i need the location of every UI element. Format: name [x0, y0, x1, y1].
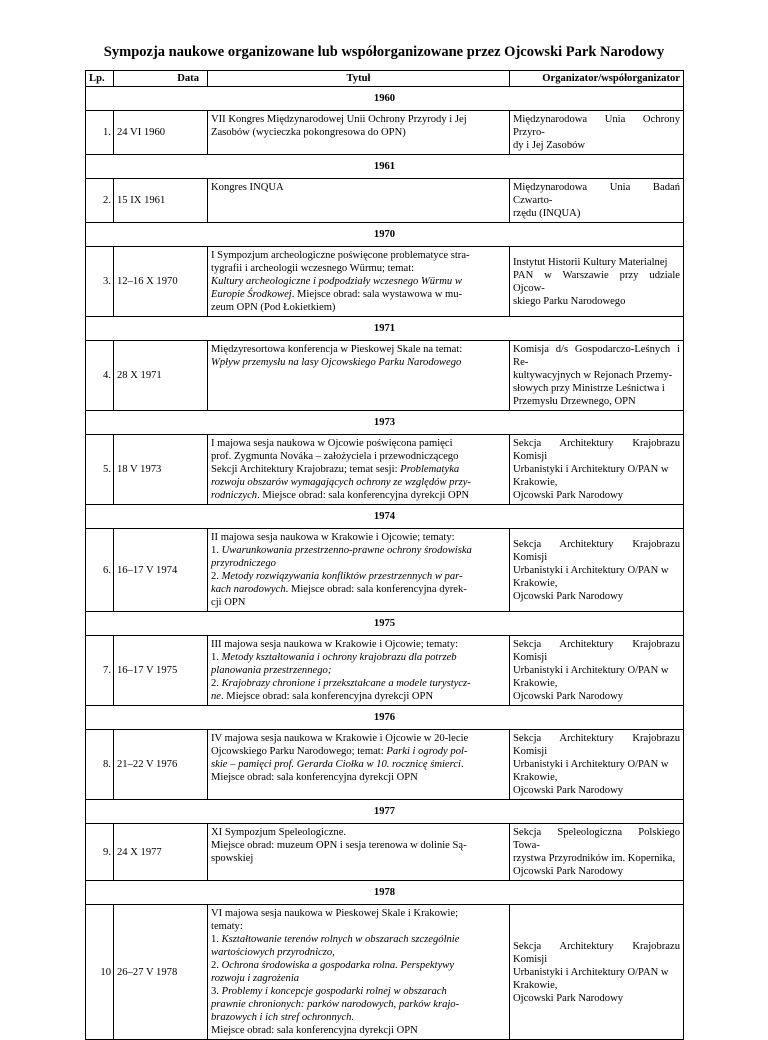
organizer-line: Krakowie, [513, 577, 558, 589]
title-line: prof. Zygmunta Nováka – założyciela i przewodniczącego [211, 451, 459, 462]
title-line: Miejsce obrad: muzeum OPN i sesja terenowa w dolinie Są- [211, 840, 467, 851]
organizer-line: Sekcja Architektury Krajobrazu Komisji [513, 639, 680, 663]
year-label: 1973 [86, 411, 684, 435]
row-title [208, 636, 510, 706]
row-number: 9. [86, 824, 114, 881]
table-row [86, 341, 684, 411]
row-date: 12–16 X 1970 [114, 247, 208, 317]
title-line-italic: prawnie chronionych: parków narodowych, parków krajo- [211, 999, 460, 1010]
title-line: tematy: [211, 921, 243, 932]
title-line: Zasobów (wycieczka pokongresowa do OPN) [211, 127, 406, 138]
title-line: cji OPN [211, 597, 246, 608]
organizer-line: Ojcowski Park Narodowy [513, 785, 624, 796]
organizer-line: PAN w Warszawie przy udziale Ojcow- [513, 269, 680, 294]
organizer-line: Krakowie, [513, 678, 558, 689]
title-line: I Sympozjum archeologiczne poświęcone problematyce stra- [211, 250, 470, 261]
title-line-italic: Wpływ przemysłu na lasy Ojcowskiego Parku Narodowego [211, 357, 462, 368]
title-line-italic: wartościowych przyrodniczo, [211, 947, 335, 958]
organizer-line: Urbanistyki i Architektury O/PAN w [513, 966, 669, 978]
title-line: Kongres INQUA [211, 182, 284, 193]
table-row [86, 730, 684, 800]
row-date: 24 VI 1960 [114, 111, 208, 155]
title-line: 2. Ochrona środowiska a gospodarka rolna. Perspektywy [211, 960, 455, 971]
header-date: Data [114, 71, 208, 87]
title-line: 2. Metody rozwiązywania konfliktów przestrzennych w par- [211, 571, 463, 582]
organizer-line: skiego Parku Narodowego [513, 295, 626, 307]
row-title [208, 179, 510, 223]
organizer-line: Urbanistyki i Architektury O/PAN w [513, 564, 669, 576]
row-title [208, 111, 510, 155]
row-number: 8. [86, 730, 114, 800]
organizer-line: Międzynarodowa Unia Badań Czwarto- [513, 182, 680, 206]
row-date: 15 IX 1961 [114, 179, 208, 223]
row-organizer [510, 824, 684, 881]
row-title [208, 341, 510, 411]
title-line [211, 998, 506, 1011]
row-organizer [510, 247, 684, 317]
title-line: Miejsce obrad: sala konferencyjna dyrekcji OPN [211, 772, 418, 783]
title-line: Europie Środkowej. Miejsce obrad: sala wystawowa w mu- [211, 289, 463, 300]
organizer-line: Sekcja Speleologiczna Polskiego Towa- [513, 827, 680, 851]
title-line [211, 1011, 506, 1024]
row-organizer [510, 435, 684, 505]
header-lp: Lp. [86, 71, 114, 87]
table-row [86, 529, 684, 612]
organizer-line: Ojcowski Park Narodowy [513, 866, 624, 877]
title-line: III majowa sesja naukowa w Krakowie i Ojcowie; tematy: [211, 639, 459, 650]
title-line [211, 275, 506, 288]
organizer-line: Sekcja Architektury Krajobrazu Komisji [513, 438, 680, 462]
symposia-table [85, 70, 684, 1040]
title-line: Sekcji Architektury Krajobrazu; temat sesji: Problematyka [211, 464, 460, 475]
row-date: 28 X 1971 [114, 341, 208, 411]
title-line: Ojcowskiego Parku Narodowego; temat: Parki i ogrody pol- [211, 746, 468, 757]
row-number: 4. [86, 341, 114, 411]
organizer-line: Ojcowski Park Narodowy [513, 992, 624, 1004]
organizer-line: Instytut Historii Kultury Materialnej [513, 256, 668, 268]
row-number: 5. [86, 435, 114, 505]
title-line [211, 356, 506, 369]
page-title: Sympozja naukowe organizowane lub współorganizowane przez Ojcowski Park Narodowy [103, 44, 665, 60]
organizer-line: kultywacyjnych w Rejonach Przemy- [513, 370, 673, 381]
table-row [86, 905, 684, 1040]
year-label: 1970 [86, 223, 684, 247]
table-row [86, 435, 684, 505]
row-title [208, 435, 510, 505]
organizer-line: Krakowie, [513, 979, 558, 991]
title-line: XI Sympozjum Speleologiczne. [211, 827, 347, 838]
year-row [86, 155, 684, 179]
organizer-line: Urbanistyki i Architektury O/PAN w [513, 665, 669, 676]
row-title [208, 824, 510, 881]
row-number: 2. [86, 179, 114, 223]
row-number: 10 [86, 905, 114, 1040]
title-line: Międzyresortowa konferencja w Pieskowej Skale na temat: [211, 344, 463, 355]
year-label: 1975 [86, 612, 684, 636]
organizer-line: Międzynarodowa Unia Ochrony Przyro- [513, 114, 680, 138]
organizer-line: Urbanistyki i Architektury O/PAN w [513, 464, 669, 475]
row-title [208, 905, 510, 1040]
year-label: 1978 [86, 881, 684, 905]
year-label: 1961 [86, 155, 684, 179]
title-line [211, 664, 506, 677]
organizer-line: rzystwa Przyrodników im. Kopernika, [513, 853, 676, 864]
organizer-line: Urbanistyki i Architektury O/PAN w [513, 759, 669, 770]
title-line: VII Kongres Międzynarodowej Unii Ochrony Przyrody i Jej [211, 114, 467, 125]
title-line [211, 557, 506, 570]
title-line [211, 476, 506, 489]
table-row [86, 824, 684, 881]
year-label: 1974 [86, 505, 684, 529]
year-label: 1976 [86, 706, 684, 730]
title-line: spowskiej [211, 853, 254, 864]
row-organizer [510, 905, 684, 1040]
title-line-italic: Kultury archeologiczne i podpodziały wczesnego Würmu w [211, 276, 462, 287]
header-title: Tytuł [208, 71, 510, 87]
row-number: 1. [86, 111, 114, 155]
title-line: ne. Miejsce obrad: sala konferencyjna dyrekcji OPN [211, 691, 434, 702]
table-row [86, 247, 684, 317]
title-line [211, 972, 506, 985]
organizer-line: Ojcowski Park Narodowy [513, 590, 624, 602]
title-line: VI majowa sesja naukowa w Pieskowej Skale i Krakowie; [211, 908, 459, 919]
year-label: 1977 [86, 800, 684, 824]
title-line: I majowa sesja naukowa w Ojcowie poświęcona pamięci [211, 438, 453, 449]
title-line [211, 946, 506, 959]
year-row [86, 612, 684, 636]
organizer-line: Ojcowski Park Narodowy [513, 490, 624, 501]
title-line: 1. Metody kształtowania i ochrony krajobrazu dla potrzeb [211, 652, 457, 663]
year-row [86, 800, 684, 824]
organizer-line: Krakowie, [513, 477, 558, 488]
organizer-line: Sekcja Architektury Krajobrazu Komisji [513, 538, 680, 563]
title-line: Miejsce obrad: sala konferencyjna dyrekcji OPN [211, 1025, 418, 1036]
row-date: 16–17 V 1974 [114, 529, 208, 612]
year-label: 1971 [86, 317, 684, 341]
row-date: 18 V 1973 [114, 435, 208, 505]
title-line: 2. Krajobrazy chronione i przekształcane a modele turystycz- [211, 678, 471, 689]
organizer-line: słowych przy Ministrze Leśnictwa i [513, 383, 665, 394]
header-organizer: Organizator/współorganizator [510, 71, 684, 87]
organizer-line: dy i Jej Zasobów [513, 140, 586, 151]
organizer-line: Krakowie, [513, 772, 558, 783]
organizer-line: Sekcja Architektury Krajobrazu Komisji [513, 733, 680, 757]
organizer-line: Komisja d/s Gospodarczo-Leśnych i Re- [513, 344, 680, 368]
title-line-italic: brazowych i ich stref ochronnych. [211, 1012, 355, 1023]
row-number: 6. [86, 529, 114, 612]
table-row [86, 179, 684, 223]
title-line: 1. Uwarunkowania przestrzenno-prawne ochrony środowiska [211, 545, 472, 556]
table-row [86, 111, 684, 155]
row-date: 26–27 V 1978 [114, 905, 208, 1040]
title-line: rodniczych. Miejsce obrad: sala konferencyjna dyrekcji OPN [211, 490, 470, 501]
title-line-italic: przyrodniczego [211, 558, 276, 569]
year-row [86, 223, 684, 247]
year-row [86, 706, 684, 730]
table-body [86, 87, 684, 1040]
title-line-italic: rozwoju obszarów wymagających ochrony ze względów przy- [211, 477, 471, 488]
organizer-line: Sekcja Architektury Krajobrazu Komisji [513, 940, 680, 965]
title-line: IV majowa sesja naukowa w Krakowie i Ojcowie w 20-lecie [211, 733, 469, 744]
row-date: 24 X 1977 [114, 824, 208, 881]
row-title [208, 730, 510, 800]
title-line-italic: rozwoju i zagrożenia [211, 973, 300, 984]
organizer-line: Przemysłu Drzewnego, OPN [513, 396, 636, 407]
row-organizer [510, 111, 684, 155]
row-organizer [510, 730, 684, 800]
row-number: 3. [86, 247, 114, 317]
row-organizer [510, 529, 684, 612]
year-row [86, 87, 684, 111]
table-header-row [86, 71, 684, 87]
organizer-line: Ojcowski Park Narodowy [513, 691, 624, 702]
title-line: skie – pamięci prof. Gerarda Ciołka w 10. rocznicę śmierci. [211, 759, 464, 770]
row-organizer [510, 341, 684, 411]
row-title [208, 247, 510, 317]
title-line-italic: planowania przestrzennego; [211, 665, 332, 676]
title-line: zeum OPN (Pod Łokietkiem) [211, 302, 336, 313]
row-organizer [510, 636, 684, 706]
year-row [86, 317, 684, 341]
row-number: 7. [86, 636, 114, 706]
year-label: 1960 [86, 87, 684, 111]
title-line: 1. Kształtowanie terenów rolnych w obszarach szczególnie [211, 934, 460, 945]
title-line: 3. Problemy i koncepcje gospodarki rolnej w obszarach [211, 986, 447, 997]
year-row [86, 505, 684, 529]
table-row [86, 636, 684, 706]
title-line: tygrafii i archeologii wczesnego Würmu; temat: [211, 263, 415, 274]
year-row [86, 881, 684, 905]
row-date: 21–22 V 1976 [114, 730, 208, 800]
title-line: II majowa sesja naukowa w Krakowie i Ojcowie; tematy: [211, 532, 455, 543]
organizer-line: rzędu (INQUA) [513, 208, 581, 219]
row-organizer [510, 179, 684, 223]
year-row [86, 411, 684, 435]
row-date: 16–17 V 1975 [114, 636, 208, 706]
title-line: kach narodowych. Miejsce obrad: sala konferencyjna dyrek- [211, 584, 467, 595]
row-title [208, 529, 510, 612]
